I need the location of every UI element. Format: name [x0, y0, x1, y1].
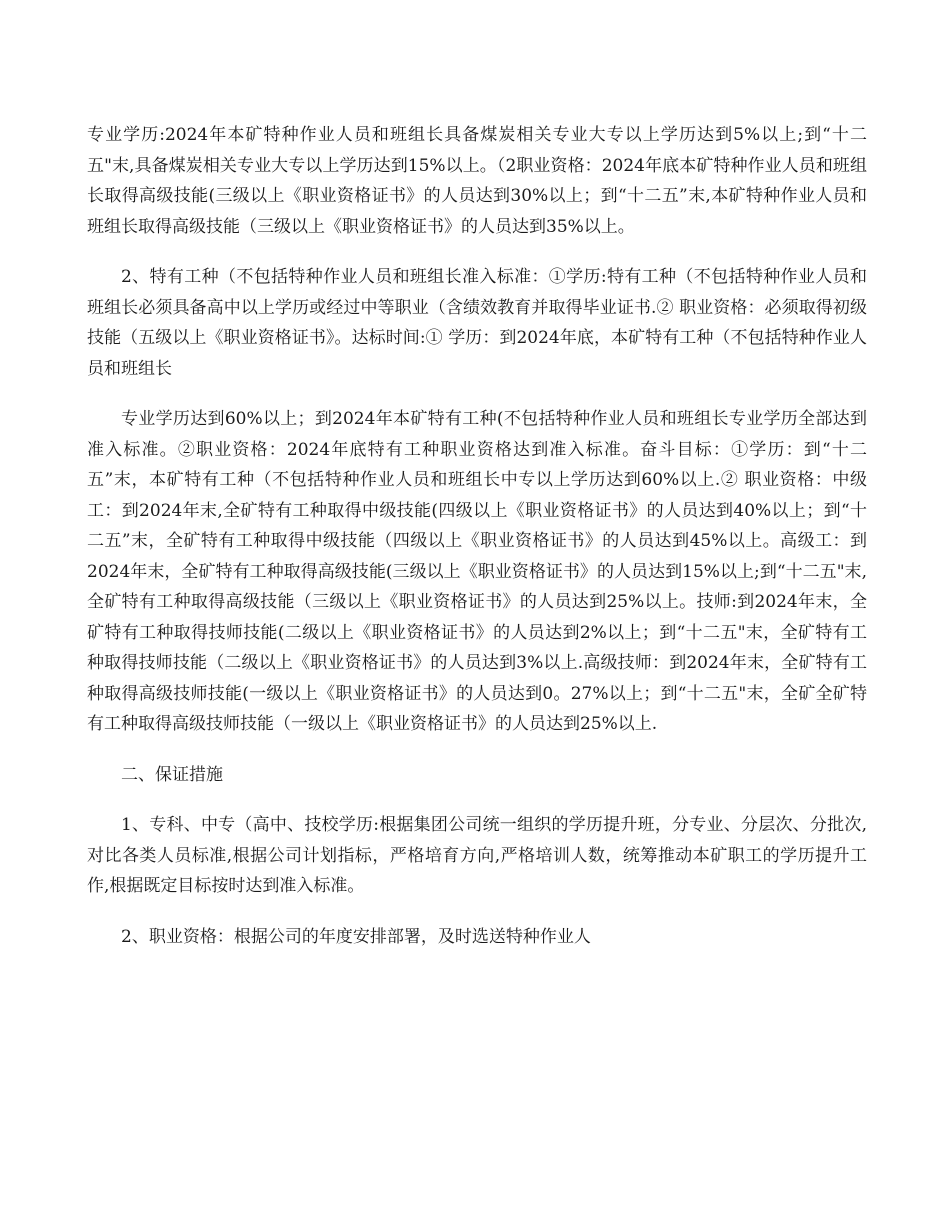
- section-heading-guarantee-measures: 二、保证措施: [121, 764, 223, 785]
- paragraph-qualification-measures: 2、职业资格：根据公司的年度安排部署，及时选送特种作业人: [121, 926, 591, 947]
- paragraph-special-trades-standards: 2、特有工种（不包括特种作业人员和班组长准入标准：①学历:特有工种（不包括特种作业人员和班组长必须具备高中以上学历或经过中等职业（含绩效教育并取得毕业证书.② 职业资格：必须取得初级技能（五级以上《职业资格证书》。达标时间:① 学历：到2024年底，本矿特有工种（不包括特种作业人员和班组长: [87, 267, 867, 379]
- document-page: [87, 120, 867, 972]
- paragraph-education-measures: 1、专科、中专（高中、技校学历:根据集团公司统一组织的学历提升班，分专业、分层次、分批次,对比各类人员标准,根据公司计划指标，严格培育方向,严格培训人数，统筹推动本矿职工的学历提升工作,根据既定目标按时达到准入标准。: [87, 815, 867, 896]
- paragraph-education-targets: 专业学历:2024年本矿特种作业人员和班组长具备煤炭相关专业大专以上学历达到5%以上;到“十二五"末,具备煤炭相关专业大专以上学历达到15%以上。（2职业资格：2024年底本矿特种作业人员和班组长取得高级技能(三级以上《职业资格证书》的人员达到30%以上；到“十二五”末,本矿特种作业人员和班组长取得高级技能（三级以上《职业资格证书》的人员达到35%以上。: [87, 125, 867, 237]
- paragraph-special-trades-goals: 专业学历达到60%以上；到2024年本矿特有工种(不包括特种作业人员和班组长专业学历全部达到准入标准。②职业资格：2024年底特有工种职业资格达到准入标准。奋斗目标：①学历：到“十二五”末，本矿特有工种（不包括特种作业人员和班组长中专以上学历达到60%以上.② 职业资格：中级工：到2024年末,全矿特有工种取得中级技能(四级以上《职业资格证书》的人员达到40%以上；到“十二五”末，全矿特有工种取得中级技能（四级以上《职业资格证书》的人员达到45%以上。高级工：到2024年末，全矿特有工种取得高级技能(三级以上《职业资格证书》的人员达到15%以上;到“十二五"末,全矿特有工种取得高级技能（三级以上《职业资格证书》的人员达到25%以上。技师:到2024年末，全矿特有工种取得技师技能(二级以上《职业资格证书》的人员达到2%以上；到“十二五"末，全矿特有工种取得技师技能（二级以上《职业资格证书》的人员达到3%以上.高级技师：到2024年末，全矿特有工种取得高级技师技能(一级以上《职业资格证书》的人员达到0。27%以上；到“十二五"末，全矿全矿特有工种取得高级技师技能（一级以上《职业资格证书》的人员达到25%以上.: [87, 409, 867, 734]
